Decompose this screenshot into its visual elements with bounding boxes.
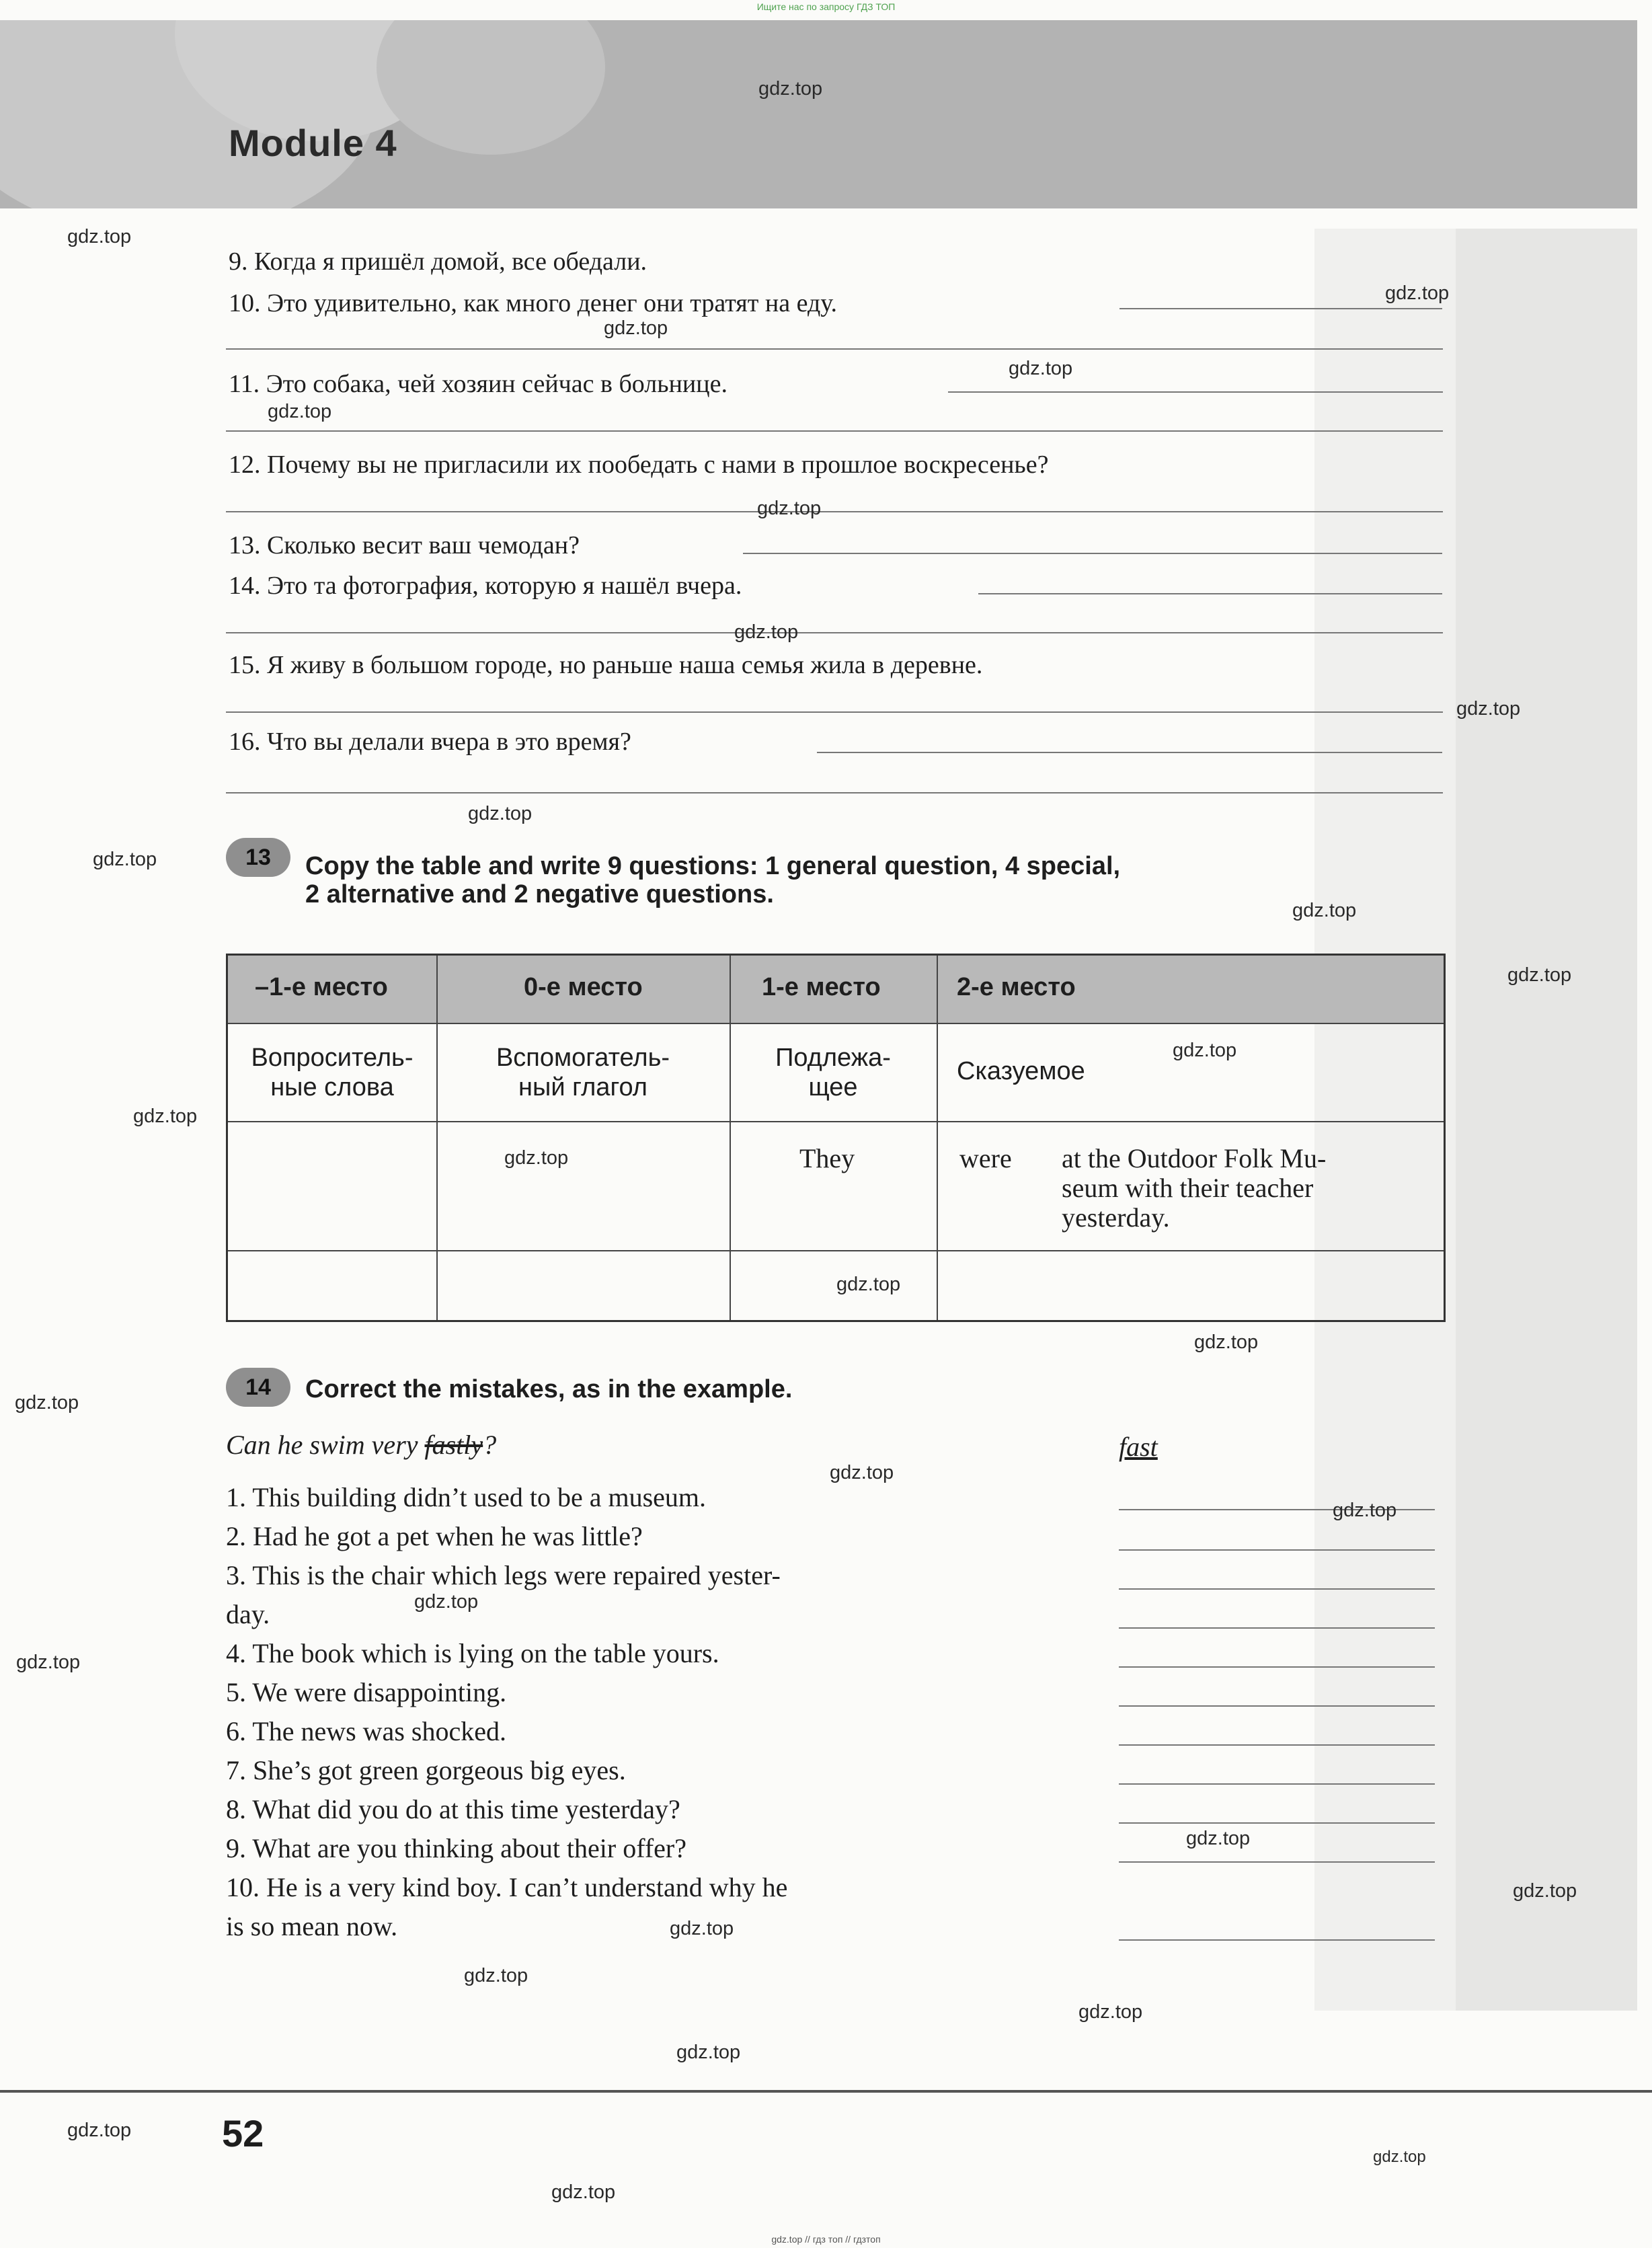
answer-line bbox=[1119, 1744, 1435, 1746]
table-row-divider bbox=[228, 1023, 1444, 1024]
mistake-sentence: 10. He is a very kind boy. I can’t understand why he bbox=[226, 1872, 788, 1902]
footer-divider bbox=[0, 2090, 1652, 2093]
mistake-sentence: 6. The news was shocked. bbox=[226, 1716, 506, 1746]
answer-line bbox=[226, 632, 1443, 633]
header-band bbox=[0, 20, 1637, 208]
table-cell-line: щее bbox=[808, 1073, 858, 1101]
table-header-cell: 2-е место bbox=[957, 973, 1076, 1001]
table-cell bbox=[730, 1043, 937, 1102]
flower-petal-decoration bbox=[377, 20, 605, 155]
translation-sentence: 14. Это та фотография, которую я нашёл вчера. bbox=[229, 572, 742, 600]
example-wrong-word: fastly bbox=[424, 1430, 483, 1460]
example-sentence bbox=[226, 1430, 496, 1461]
watermark: gdz.top bbox=[1009, 358, 1073, 379]
table-cell: Сказуемое bbox=[957, 1057, 1085, 1085]
translation-sentence: 9. Когда я пришёл домой, все обедали. bbox=[229, 247, 647, 276]
watermark: gdz.top bbox=[676, 2042, 741, 2063]
watermark: gdz.top bbox=[670, 1918, 734, 1939]
watermark: gdz.top bbox=[16, 1652, 81, 1673]
translation-sentence: 13. Сколько весит ваш чемодан? bbox=[229, 531, 580, 559]
watermark: gdz.top bbox=[1186, 1828, 1251, 1849]
watermark: gdz.top bbox=[504, 1147, 569, 1169]
watermark: gdz.top bbox=[1173, 1040, 1237, 1061]
task-instruction: 2 alternative and 2 negative questions. bbox=[305, 880, 774, 908]
table-row-divider bbox=[228, 1250, 1444, 1251]
watermark: gdz.top bbox=[1292, 900, 1357, 921]
task-number-badge: 13 bbox=[226, 838, 290, 877]
translation-sentence: 15. Я живу в большом городе, но раньше наша семья жила в деревне. bbox=[229, 651, 983, 679]
answer-line bbox=[1119, 1705, 1435, 1707]
bottom-note: gdz.top // гдз топ // гдзтоп bbox=[771, 2234, 881, 2245]
answer-line bbox=[743, 553, 1442, 554]
table-cell-line: at the Outdoor Folk Mu- bbox=[1062, 1143, 1327, 1173]
watermark: gdz.top bbox=[268, 401, 332, 422]
answer-line bbox=[1119, 1549, 1435, 1551]
table-cell-line: seum with their teacher bbox=[1062, 1173, 1314, 1203]
page-number: 52 bbox=[222, 2112, 264, 2155]
watermark: gdz.top bbox=[93, 849, 157, 870]
watermark: gdz.top bbox=[1456, 698, 1521, 720]
task-number-badge: 14 bbox=[226, 1368, 290, 1407]
table-header-cell: 0-е место bbox=[524, 973, 643, 1001]
table-cell: They bbox=[799, 1143, 855, 1173]
mistake-sentence: 1. This building didn’t used to be a museum. bbox=[226, 1482, 707, 1512]
watermark: gdz.top bbox=[464, 1965, 528, 1986]
translation-sentence: 11. Это собака, чей хозяин сейчас в больнице. bbox=[229, 370, 727, 398]
table-cell bbox=[228, 1043, 436, 1102]
table-row-divider bbox=[228, 1121, 1444, 1122]
table-column-divider bbox=[436, 956, 438, 1320]
table-cell-line: Вспомогатель- bbox=[496, 1044, 670, 1072]
watermark: gdz.top bbox=[67, 226, 132, 247]
watermark: gdz.top bbox=[1333, 1500, 1397, 1521]
answer-line bbox=[948, 391, 1443, 393]
watermark: gdz.top bbox=[1078, 2001, 1143, 2023]
watermark: gdz.top bbox=[1385, 282, 1450, 304]
watermark: gdz.top bbox=[67, 2120, 132, 2141]
watermark: gdz.top bbox=[758, 78, 823, 100]
watermark: gdz.top bbox=[133, 1106, 198, 1127]
answer-line bbox=[1119, 1861, 1435, 1863]
translation-sentence: 12. Почему вы не пригласили их пообедать с нами в прошлое воскресенье? bbox=[229, 451, 1049, 479]
answer-line bbox=[226, 511, 1443, 512]
watermark: gdz.top bbox=[734, 621, 799, 643]
answer-line bbox=[1119, 1666, 1435, 1668]
mistake-sentence: day. bbox=[226, 1599, 270, 1629]
mistake-sentence: is so mean now. bbox=[226, 1911, 398, 1941]
watermark: gdz.top bbox=[468, 803, 533, 824]
example-answer: fast bbox=[1119, 1432, 1158, 1462]
watermark: gdz.top bbox=[836, 1274, 901, 1295]
table-cell bbox=[1062, 1144, 1326, 1233]
mistake-sentence: 5. We were disappointing. bbox=[226, 1677, 507, 1707]
translation-sentence: 16. Что вы делали вчера в это время? bbox=[229, 728, 631, 756]
table-cell-line: Подлежа- bbox=[775, 1044, 891, 1072]
mistake-sentence: 4. The book which is lying on the table yours. bbox=[226, 1638, 719, 1668]
answer-line bbox=[226, 348, 1443, 350]
table-cell bbox=[436, 1043, 730, 1102]
page-bleed-area bbox=[1456, 229, 1637, 2011]
table-cell-line: Вопроситель- bbox=[251, 1044, 414, 1072]
answer-line bbox=[1119, 308, 1442, 309]
watermark: gdz.top bbox=[604, 317, 668, 339]
task-instruction: Copy the table and write 9 questions: 1 general question, 4 special, bbox=[305, 852, 1121, 880]
answer-line bbox=[1119, 1588, 1435, 1590]
watermark: gdz.top bbox=[1373, 2148, 1426, 2166]
table-column-divider bbox=[730, 956, 731, 1320]
watermark: gdz.top bbox=[414, 1591, 479, 1613]
answer-line bbox=[817, 752, 1442, 753]
watermark: gdz.top bbox=[830, 1462, 894, 1483]
watermark: gdz.top bbox=[1513, 1880, 1577, 1902]
watermark: gdz.top bbox=[1507, 964, 1572, 986]
translation-sentence: 10. Это удивительно, как много денег они тратят на еду. bbox=[229, 289, 837, 317]
answer-line bbox=[978, 593, 1442, 594]
module-title: Module 4 bbox=[229, 122, 397, 164]
answer-line bbox=[1119, 1822, 1435, 1824]
answer-line bbox=[1119, 1627, 1435, 1629]
task-instruction: Correct the mistakes, as in the example. bbox=[305, 1375, 793, 1403]
sentence-structure-table bbox=[226, 954, 1446, 1322]
answer-line bbox=[1119, 1783, 1435, 1785]
top-note: Ищите нас по запросу ГДЗ ТОП bbox=[756, 1, 896, 12]
mistake-sentence: 7. She’s got green gorgeous big eyes. bbox=[226, 1755, 626, 1785]
table-column-divider bbox=[937, 956, 938, 1320]
mistake-sentence: 8. What did you do at this time yesterday? bbox=[226, 1794, 680, 1824]
answer-line bbox=[226, 792, 1443, 793]
example-text: Can he swim very bbox=[226, 1430, 425, 1460]
answer-line bbox=[226, 430, 1443, 432]
watermark: gdz.top bbox=[551, 2181, 616, 2203]
watermark: gdz.top bbox=[15, 1392, 79, 1413]
table-cell-line: ные слова bbox=[270, 1073, 394, 1101]
example-text: ? bbox=[483, 1430, 497, 1460]
mistake-sentence: 3. This is the chair which legs were repaired yester- bbox=[226, 1560, 781, 1590]
answer-line bbox=[226, 711, 1443, 713]
table-header-cell: 1-е место bbox=[762, 973, 881, 1001]
mistake-sentence: 9. What are you thinking about their offer? bbox=[226, 1833, 686, 1863]
watermark: gdz.top bbox=[757, 498, 822, 519]
table-cell-line: ный глагол bbox=[518, 1073, 647, 1101]
watermark: gdz.top bbox=[1194, 1331, 1259, 1353]
table-cell: were bbox=[959, 1143, 1012, 1173]
table-cell-line: yesterday. bbox=[1062, 1202, 1170, 1233]
table-header-cell: –1-е место bbox=[255, 973, 388, 1001]
mistake-sentence: 2. Had he got a pet when he was little? bbox=[226, 1521, 643, 1551]
answer-line bbox=[1119, 1939, 1435, 1941]
